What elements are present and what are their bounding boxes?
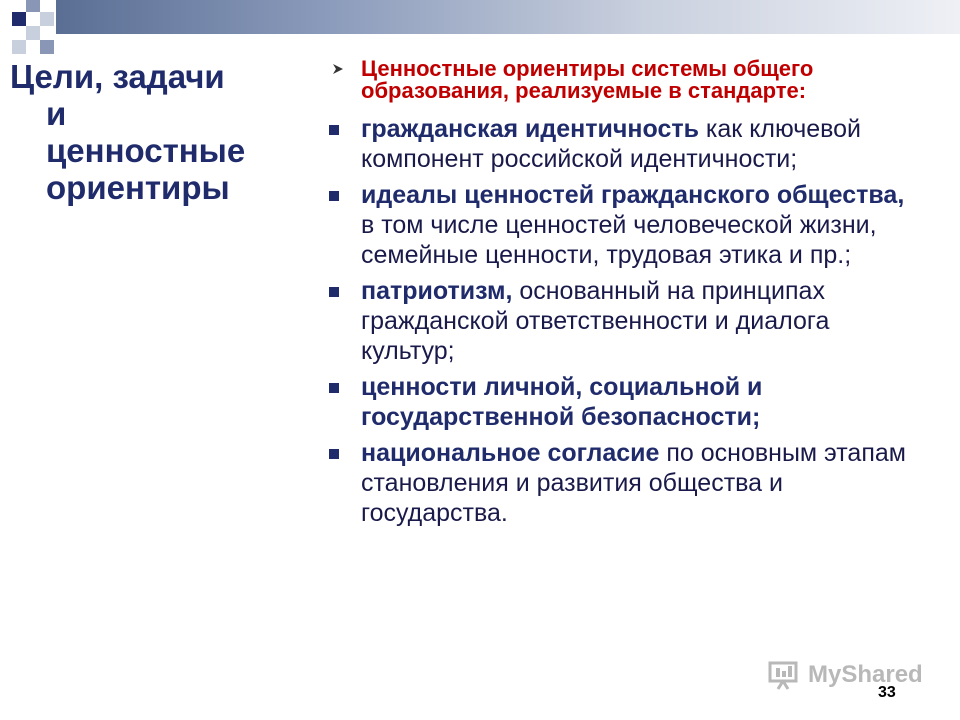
square-bullet-icon	[329, 191, 339, 201]
square-bullet-icon	[329, 449, 339, 459]
square-bullet-icon	[329, 125, 339, 135]
presentation-icon	[768, 660, 802, 690]
bullet-bold-text: национальное согласие	[361, 439, 660, 467]
bullet-text: основанный на принципах гражданской ответственности и диалога культур;	[361, 277, 830, 365]
intro-paragraph	[325, 58, 915, 102]
intro-text: Ценностные ориентиры системы общего образования, реализуемые в стандарте:	[361, 56, 814, 103]
list-item	[325, 180, 915, 270]
bullet-text: по основным этапам становления и развития общества и государства.	[361, 439, 906, 527]
watermark-text: MyShared	[808, 661, 923, 688]
decorative-header-band	[0, 0, 960, 60]
decor-square	[26, 26, 40, 40]
bullet-bold-text: патриотизм,	[361, 277, 513, 305]
bullet-text: как ключевой компонент российской идентичности;	[361, 115, 861, 173]
list-item	[325, 276, 915, 366]
decor-square	[40, 40, 54, 54]
title-line: ориентиры	[46, 169, 230, 206]
page-number: 33	[878, 684, 896, 701]
bullet-list	[325, 114, 915, 528]
watermark	[768, 658, 923, 692]
header-gradient-bar	[56, 0, 960, 34]
slide-content	[325, 58, 915, 534]
arrow-bullet-icon	[331, 62, 345, 76]
square-bullet-icon	[329, 287, 339, 297]
decor-square	[12, 40, 26, 54]
bullet-bold-text: ценности личной, социальной и государственной безопасности;	[361, 373, 763, 431]
bullet-bold-text: гражданская идентичность	[361, 115, 699, 143]
bullet-bold-text: идеалы ценностей гражданского общества,	[361, 181, 905, 209]
list-item	[325, 372, 915, 432]
list-item	[325, 438, 915, 528]
square-bullet-icon	[329, 383, 339, 393]
slide-title	[10, 58, 300, 206]
decor-square	[12, 12, 26, 26]
list-item	[325, 114, 915, 174]
title-line: ценностные	[46, 132, 246, 169]
decor-square	[40, 12, 54, 26]
bullet-text: в том числе ценностей человеческой жизни, семейные ценности, трудовая этика и пр.;	[361, 211, 877, 269]
title-line: и	[46, 95, 67, 132]
title-line: Цели, задачи	[10, 58, 225, 95]
decor-square	[26, 0, 40, 12]
